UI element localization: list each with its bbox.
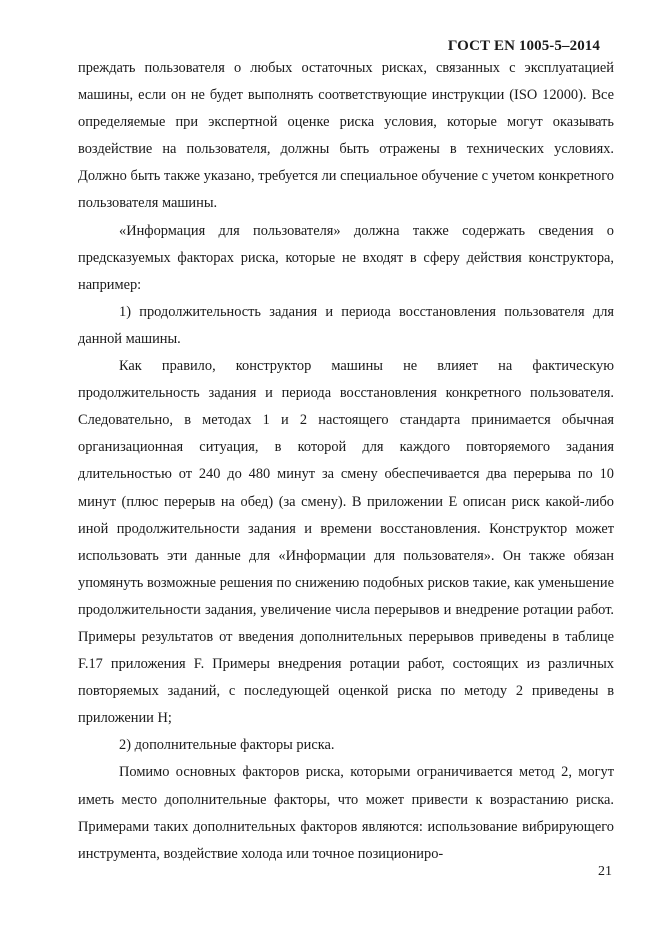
body-text <box>78 55 614 868</box>
list-item-2: 2) дополнительные факторы риска. <box>119 737 335 754</box>
paragraph-user-information: «Информация для пользователя» должна также содержать сведения о предсказуемых факторах риска, которые не входят в сферу действия конструктора, например: <box>78 222 614 293</box>
page-number: 21 <box>598 864 612 879</box>
paragraph-additional-factors: Помимо основных факторов риска, которыми ограничивается метод 2, могут иметь место дополнительные факторы, что может привести к возрастанию риска. Примерами таких дополнительных факторов являются: использование вибрирующего инструмента, воздействие холода или точное позициониро- <box>78 764 614 862</box>
paragraph-task-duration: Как правило, конструктор машины не влияет на фактическую продолжительность задания и периода восстановления конкретного пользователя. Следовательно, в методах 1 и 2 настоящего стандарта принимается обычная организационная ситуация, в которой для каждого повторяемого задания длительностью от 240 до 480 минут за смену обеспечивается два перерыва по 10 минут (плюс перерыв на обед) (за смену). В приложении Е описан риск какой-либо иной продолжительности задания и времени восстановления. Конструктор может использовать эти данные для «Информации для пользователя». Он также обязан упомянуть возможные решения по снижению подобных рисков такие, как уменьшение продолжительности задания, увеличение числа перерывов и внедрение ротации работ. Примеры результатов от введения дополнительных перерывов приведены в таблице F.17 приложения F. Примеры внедрения ротации работ, состоящих из различных повторяемых заданий, с последующей оценкой риска по методу 2 приведены в приложении Н; <box>78 358 614 727</box>
paragraph-continuation: преждать пользователя о любых остаточных рисках, связанных с эксплуатацией машины, если он не будет выполнять соответствующие инструкции (ISO 12000). Все определяемые при экспертной оценке риска условия, которые могут оказывать воздействие на пользователя, должны быть отражены в технических условиях. Должно быть также указано, требуется ли специальное обучение с учетом конкретного пользователя машины. <box>78 60 614 212</box>
list-item-1: 1) продолжительность задания и периода восстановления пользователя для данной машины. <box>78 303 614 347</box>
standard-header: ГОСТ EN 1005-5–2014 <box>447 38 600 54</box>
